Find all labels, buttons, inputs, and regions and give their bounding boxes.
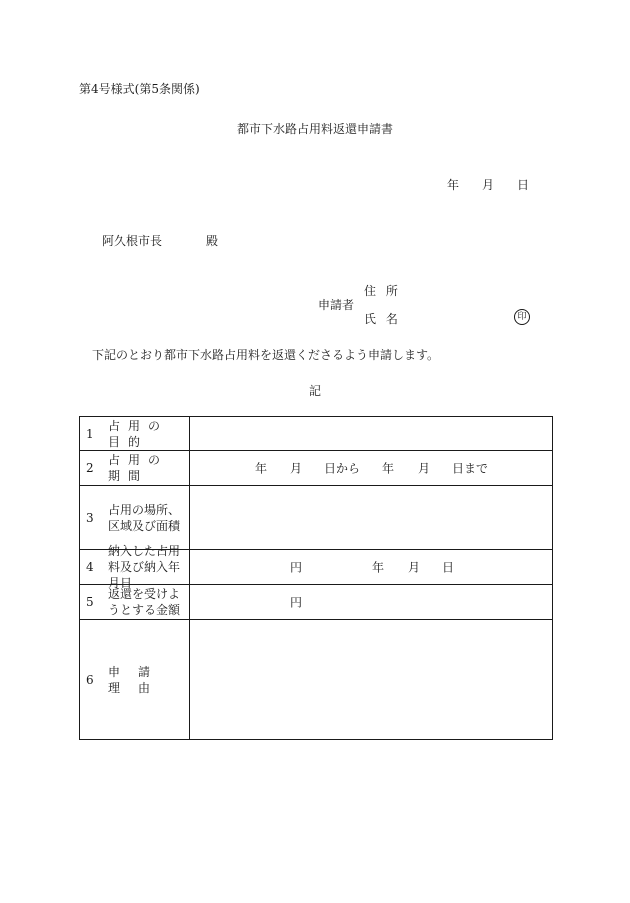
row-label	[80, 451, 190, 485]
table-row-refund-amount	[80, 584, 552, 619]
paid-date-year: 年	[372, 560, 385, 575]
seal-mark: 印	[514, 309, 530, 325]
row-number: 6	[86, 672, 94, 687]
date-day-label: 日	[517, 178, 530, 192]
location-field[interactable]	[190, 486, 552, 549]
date-year-label: 年	[447, 178, 460, 192]
addressee-honorific: 殿	[206, 234, 219, 248]
body-text: 下記のとおり都市下水路占用料を返還くださるよう申請します。	[92, 348, 440, 362]
purpose-field[interactable]	[190, 417, 552, 450]
period-start-year: 年	[255, 461, 268, 476]
row-label	[80, 620, 190, 739]
row-number: 1	[86, 426, 94, 441]
table-row-period	[80, 450, 552, 485]
row-number: 4	[86, 560, 94, 574]
table-row-location	[80, 485, 552, 549]
ki-heading: 記	[308, 384, 321, 398]
paid-date-day: 日	[442, 560, 455, 575]
form-number: 第4号様式(第5条関係)	[79, 82, 200, 96]
row-label	[80, 417, 190, 450]
period-end-month: 月	[418, 461, 431, 476]
row-label-text: 占用の期間	[108, 453, 169, 483]
period-start-month: 月	[290, 461, 303, 476]
period-start-day: 日から	[324, 461, 361, 476]
row-number: 2	[86, 461, 94, 475]
refund-amount-field[interactable]	[190, 585, 552, 619]
row-label	[80, 486, 190, 549]
table-row-reason	[80, 619, 552, 739]
table-row-purpose	[80, 417, 552, 450]
row-label	[80, 585, 190, 619]
application-table	[79, 416, 553, 740]
reason-field[interactable]	[190, 620, 552, 739]
row-label-text: 占用の場所、区域及び面積	[108, 502, 181, 533]
document-title: 都市下水路占用料返還申請書	[236, 122, 393, 136]
row-number: 5	[86, 595, 94, 609]
paid-fee-yen: 円	[290, 560, 303, 575]
table-row-paid-fee	[80, 544, 552, 590]
date-month-label: 月	[482, 178, 495, 192]
period-end-day: 日まで	[452, 461, 489, 476]
address-label: 住 所	[364, 284, 398, 298]
paid-fee-field[interactable]	[190, 550, 552, 584]
applicant-label: 申請者	[318, 298, 355, 312]
period-field[interactable]	[190, 451, 552, 485]
row-number: 3	[86, 510, 94, 525]
row-label	[80, 544, 190, 590]
paid-date-month: 月	[408, 560, 421, 575]
row-label-text: 返還を受けようとする金額	[108, 587, 181, 617]
refund-yen: 円	[290, 595, 303, 610]
name-label: 氏 名	[364, 312, 398, 326]
row-label-text: 納入した占用料及び納入年月日	[108, 544, 181, 590]
row-label-text: 申請理由	[108, 664, 169, 695]
period-end-year: 年	[382, 461, 395, 476]
addressee-name: 阿久根市長	[102, 234, 163, 248]
row-label-text: 占用の目的	[108, 418, 169, 449]
